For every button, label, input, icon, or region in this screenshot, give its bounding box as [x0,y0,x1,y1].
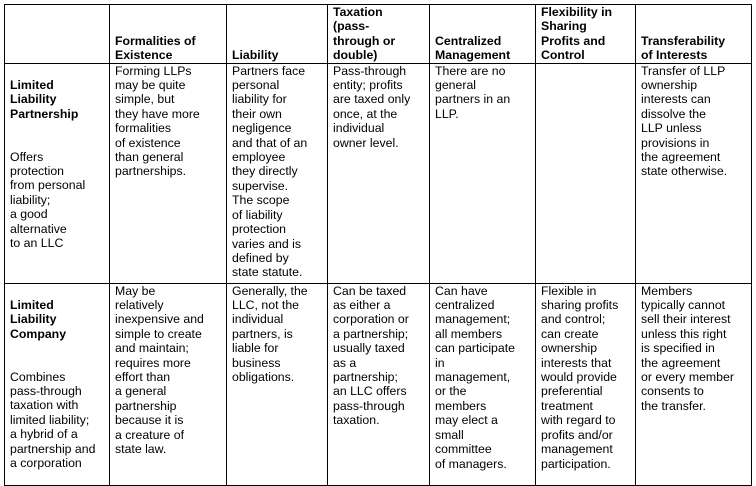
table-cell-flexibility [536,63,636,283]
entity-name: Limited Liability Company [10,298,67,341]
table-cell-management: There are no general partners in an LLP. [430,63,536,283]
header-row [5,5,752,64]
table-row-llp [5,63,752,283]
header-cell-flexibility: Flexibility in Sharing Profits and Control [536,5,636,64]
table-cell-transferability: Members typically cannot sell their interest unless this right is specified in the agreement or every member consents to the transfer. [636,283,752,485]
table-cell-taxation: Can be taxed as either a corporation or a partnership; usually taxed as a partnership; an LLC offers pass-through taxation. [328,283,430,485]
table-cell-transferability: Transfer of LLP ownership interests can dissolve the LLP unless provisions in the agreement state otherwise. [636,63,752,283]
entity-description: Offers protection from personal liability; a good alternative to an LLC [10,149,86,251]
header-cell-management: Centralized Management [430,5,536,64]
entity-name: Limited Liability Partnership [10,78,79,121]
entity-cell-llc [5,283,110,485]
header-cell-formalities: Formalities of Existence [110,5,227,64]
header-cell-taxation: Taxation (pass- through or double) [328,5,430,64]
entity-cell-llp [5,63,110,283]
table-cell-taxation: Pass-through entity; profits are taxed only once, at the individual owner level. [328,63,430,283]
table-row-llc [5,283,752,485]
table-cell-formalities: Forming LLPs may be quite simple, but they have more formalities of existence than general partnerships. [110,63,227,283]
header-cell-transferability: Transferability of Interests [636,5,752,64]
header-cell-liability: Liability [227,5,328,64]
header-cell-entity [5,5,110,64]
table-cell-management: Can have centralized management; all members can participate in management, or the members may elect a small committee of managers. [430,283,536,485]
table-cell-formalities: May be relatively inexpensive and simple to create and maintain; requires more effort than a general partnership because it is a creature of state law. [110,283,227,485]
comparison-table [4,4,752,486]
entity-description: Combines pass-through taxation with limited liability; a hybrid of a partnership and a corporation [10,369,96,471]
table-cell-liability: Partners face personal liability for their own negligence and that of an employee they directly supervise. The scope of liability protection varies and is defined by state statute. [227,63,328,283]
table-cell-flexibility: Flexible in sharing profits and control; can create ownership interests that would provide preferential treatment with regard to profits and/or management participation. [536,283,636,485]
table-cell-liability: Generally, the LLC, not the individual partners, is liable for business obligations. [227,283,328,485]
